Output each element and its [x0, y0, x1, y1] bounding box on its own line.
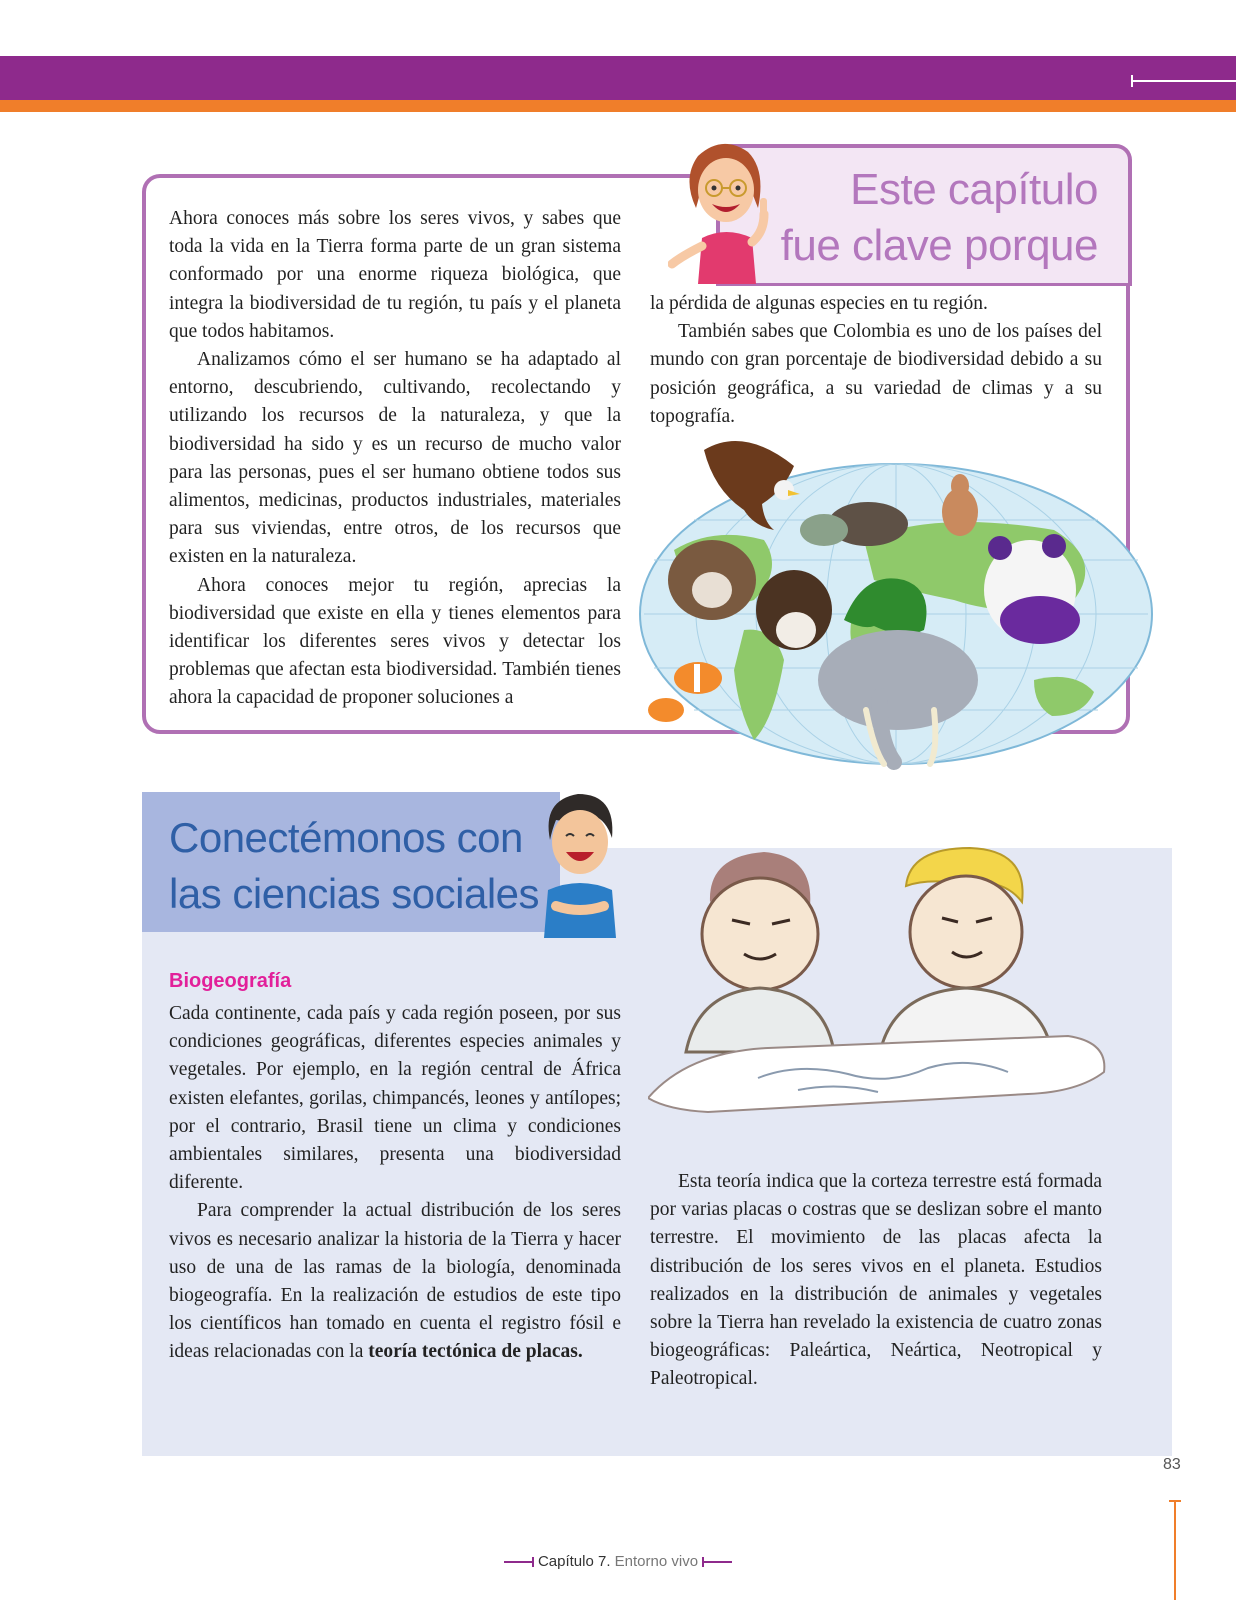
summary-paragraph: Analizamos cómo el ser humano se ha adaptado al entorno, descubriendo, cultivando, recolectando y utilizando los recursos de la naturaleza, y que la biodiversidad ha sido y es un recurso de mucho valor para las personas, pues el ser humano obtiene todos sus alimentos, medicinas, productos industriales, materiales para sus viviendas, entre otros, de los recursos que existen en la naturaleza. [169, 349, 621, 568]
summary-heading-line2: fue clave porque [780, 221, 1098, 270]
header-rule [1132, 80, 1236, 82]
summary-paragraph: También sabes que Colombia es uno de los países del mundo con gran porcentaje de biodiversidad debido a su posición geográfica, a su variedad de climas y a su topografía. [650, 321, 1102, 427]
biogeography-subheading: Biogeografía [169, 970, 292, 992]
girl-with-glasses-illustration [668, 138, 780, 284]
summary-right-column [650, 290, 1102, 431]
tectonic-theory-term: teoría tectónica de placas. [368, 1341, 583, 1363]
page-footer [0, 1553, 1236, 1570]
summary-heading [781, 162, 1098, 274]
footer-dash-left [504, 1561, 534, 1563]
summary-paragraph: la pérdida de algunas especies en tu región. [650, 293, 988, 314]
summary-paragraph: Ahora conoces mejor tu región, aprecias la biodiversidad que existe en ella y tienes elementos para identificar los diferentes seres vivos y detectar los problemas que afectan esta biodiversidad. También tienes ahora la capacidad de proponer soluciones a [169, 574, 621, 709]
header-band-purple [0, 56, 1236, 100]
connect-right-column [650, 1168, 1102, 1394]
connect-title-line2: las ciencias sociales [169, 870, 540, 917]
footer-chapter-name: Entorno vivo [614, 1553, 699, 1570]
page-side-rule [1174, 1500, 1176, 1600]
connect-title-line1: Conectémonos con [169, 814, 523, 861]
summary-paragraph: Ahora conoces más sobre los seres vivos, y sabes que toda la vida en la Tierra forma parte de un gran sistema conformado por una enorme riqueza biológica, que integra la biodiversidad de tu región, tu país y el planeta que todos habitamos. [169, 208, 621, 342]
connect-paragraph [169, 1197, 621, 1366]
header-band-orange [0, 100, 1236, 112]
connect-section-title [169, 810, 539, 922]
summary-heading-line1: Este capítulo [850, 165, 1098, 214]
footer-dash-right [702, 1561, 732, 1563]
two-boys-with-map-illustration [648, 842, 1116, 1132]
connect-paragraph: Esta teoría indica que la corteza terrestre está formada por varias placas o costras que se deslizan sobre el manto terrestre. El movimiento de las placas afecta la distribución de los seres vivos en el planeta. Estudios realizados en la distribución de animales y vegetales sobre la Tierra han revelado la existencia de cuatro zonas biogeográficas: Paleártica, Neártica, Neotropical y Paleotropical. [650, 1171, 1102, 1390]
connect-paragraph: Cada continente, cada país y cada región poseen, por sus condiciones geográficas, diferentes especies animales y vegetales. Por ejemplo, en la región central de África existen elefantes, gorilas, chimpancés, leones y antílopes; por el contrario, Brasil tiene un clima y condiciones ambientales similares, presenta una biodiversidad diferente. [169, 1003, 621, 1194]
summary-left-column [169, 205, 621, 713]
header-tick [1131, 75, 1133, 87]
footer-chapter-label: Capítulo 7. [537, 1553, 611, 1570]
smiling-boy-illustration [536, 790, 624, 938]
page-number: 83 [1163, 1456, 1181, 1473]
connect-paragraph-text: Para comprender la actual distribución de los seres vivos es necesario analizar la historia de la Tierra y hacer uso de una de las ramas de la biología, denominada biogeografía. En la realización de estudios de este tipo los científicos han tomado en cuenta el registro fósil e ideas relacionadas con la [169, 1200, 621, 1363]
connect-left-column [169, 1000, 621, 1367]
world-map-animals-illustration [634, 430, 1162, 776]
